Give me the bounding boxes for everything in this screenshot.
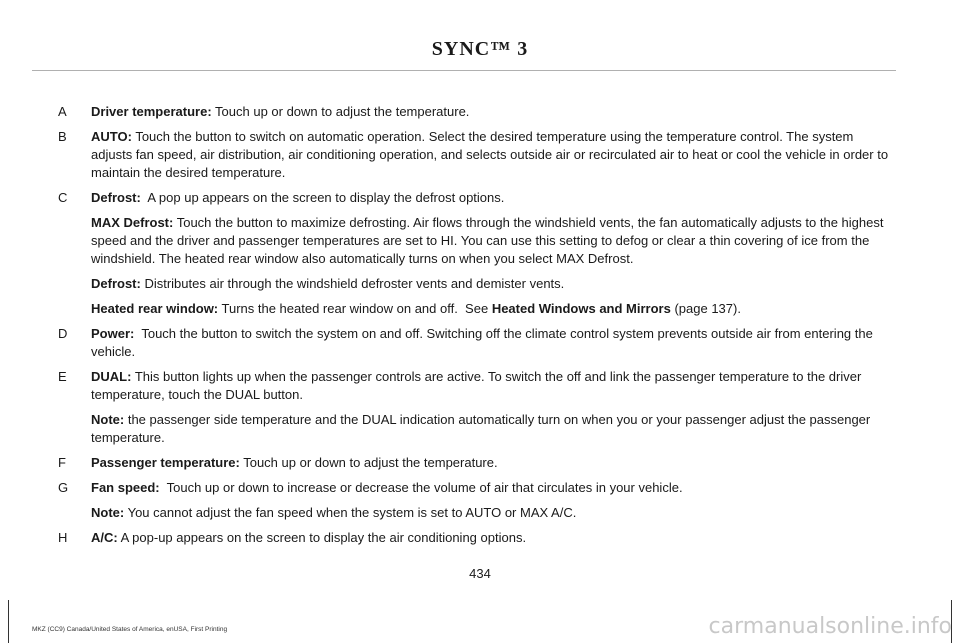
term-label: Driver temperature: [91,104,212,119]
description-paragraph [91,275,890,293]
term-text: This button lights up when the passenger controls are active. To switch the off and link the passenger temperature to the driver temperature, touch the DUAL button. [91,369,865,402]
term-label: MAX Defrost: [91,215,174,230]
term-text: Touch up or down to adjust the temperature. [211,104,470,119]
term-text: Touch the button to maximize defrosting. Air flows through the windshield vents, the fan automatically adjusts to the highest speed and the driver and passenger temperatures are set to HI. You can use this setting to defog or clear a thin covering of ice from the windshield. The heated rear window also automatically turns on when you select MAX Defrost. [91,215,888,266]
term-label: Defrost: [91,190,141,205]
legend-description [91,103,890,121]
legend-letter: H [58,530,68,545]
term-text: A pop up appears on the screen to display the defrost options. [140,190,505,205]
description-paragraph [91,504,890,522]
manual-content [58,103,890,554]
legend-entry [58,103,890,121]
legend-entry [58,368,890,447]
legend-letter: D [58,326,68,341]
crop-mark-left [8,600,9,643]
term-label: A/C: [91,530,118,545]
legend-description [91,454,890,472]
term-label: DUAL: [91,369,132,384]
page-reference: (page 137). [670,301,741,316]
legend-description [91,189,890,318]
term-text: Touch up or down to increase or decrease the volume of air that circulates in your vehicle. [159,480,683,495]
legend-description [91,479,890,522]
legend-entry [58,325,890,361]
legend-letter: F [58,455,66,470]
term-text: Touch up or down to adjust the temperature. [239,455,498,470]
legend-letter: G [58,480,69,495]
description-paragraph [91,325,890,361]
term-label: Fan speed: [91,480,160,495]
term-text: Distributes air through the windshield defroster vents and demister vents. [140,276,565,291]
legend-letter: E [58,369,67,384]
term-text: the passenger side temperature and the DUAL indication automatically turn on when you or your passenger adjust the passenger temperature. [91,412,874,445]
legend-entry [58,189,890,318]
term-label: Passenger temperature: [91,455,240,470]
description-paragraph [91,529,890,547]
description-paragraph [91,128,890,182]
term-text: Turns the heated rear window on and off. See [218,301,492,316]
legend-entry [58,529,890,547]
term-label: Heated rear window: [91,301,219,316]
description-paragraph [91,479,890,497]
term-label: Note: [91,505,125,520]
watermark: carmanualsonline.info [708,614,952,639]
description-paragraph [91,214,890,268]
legend-description [91,325,890,361]
term-text: Touch the button to switch on automatic operation. Select the desired temperature using the temperature control. The system adjusts fan speed, air distribution, air conditioning operation, and selects outside air or recirculated air to heat or cool the vehicle in order to maintain the desired temperature. [91,129,892,180]
legend-description [91,368,890,447]
header-divider [32,70,896,71]
page-title: SYNC™ 3 [431,38,529,60]
description-paragraph [91,454,890,472]
term-label: AUTO: [91,129,132,144]
legend-description [91,128,890,182]
legend-entry [58,479,890,522]
term-text: A pop-up appears on the screen to display the air conditioning options. [117,530,527,545]
term-label: Defrost: [91,276,141,291]
description-paragraph [91,300,890,318]
description-paragraph [91,103,890,121]
legend-letter: B [58,129,67,144]
term-label: Note: [91,412,125,427]
legend-letter: C [58,190,68,205]
legend-entry [58,128,890,182]
description-paragraph [91,189,890,207]
term-text: You cannot adjust the fan speed when the system is set to AUTO or MAX A/C. [124,505,577,520]
page-number: 434 [469,566,491,581]
term-label: Power: [91,326,135,341]
description-paragraph [91,368,890,404]
description-paragraph [91,411,890,447]
legend-description [91,529,890,547]
cross-reference-link[interactable]: Heated Windows and Mirrors [491,301,671,316]
edition-footer: MKZ (CC9) Canada/United States of America, enUSA, First Printing [32,626,228,633]
legend-letter: A [58,104,67,119]
legend-entry [58,454,890,472]
term-text: Touch the button to switch the system on and off. Switching off the climate control system prevents outside air from entering the vehicle. [91,326,877,359]
